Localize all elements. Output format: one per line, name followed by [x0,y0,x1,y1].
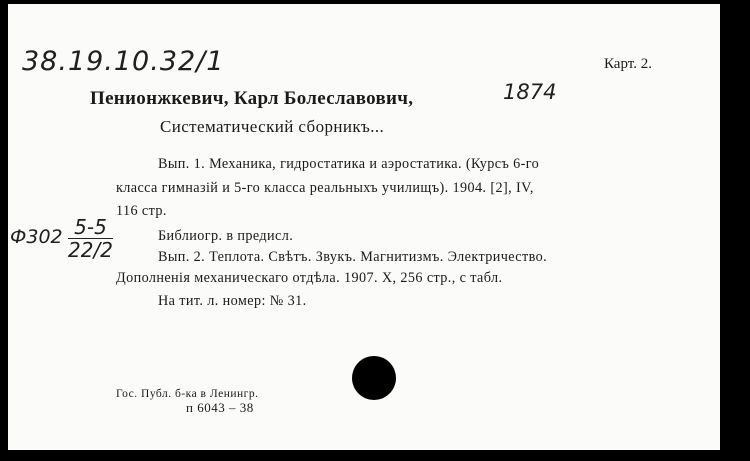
shelf-fraction [68,216,113,261]
author-heading: Пенионжкевич, Карл Болеславович, [90,88,414,109]
bibliography-note: Библиогр. в предисл. [158,228,294,244]
call-number: 38.19.10.32/1 [22,46,225,77]
library-stamp-line: Гос. Публ. б-ка в Ленингр. [116,388,259,400]
shelf-mark: Ф302 [10,226,63,248]
author-year-handwritten: 1874 [503,80,557,104]
shelf-fraction-top: 5-5 [68,216,113,239]
description-line: класса гимназій и 5-го класса реальныхъ училищъ). 1904. [2], IV, [116,180,534,196]
description-line: Вып. 2. Теплота. Свѣтъ. Звукъ. Магнитизмъ. Электричество. [158,249,548,265]
shelf-fraction-bottom: 22/2 [68,238,113,262]
title-page-note: На тит. л. номер: № 31. [158,293,307,309]
description-line: 116 стр. [116,203,167,219]
description-line: Вып. 1. Механика, гидростатика и аэростатика. (Курсъ 6-го [158,156,540,172]
card-number: Карт. 2. [604,56,652,72]
inventory-number: п 6043 – 38 [186,400,254,415]
description-line: Дополненія механическаго отдѣла. 1907. X, 256 стр., с табл. [116,270,503,286]
title-line: Систематический сборникъ... [160,117,385,136]
punch-hole [352,356,396,400]
